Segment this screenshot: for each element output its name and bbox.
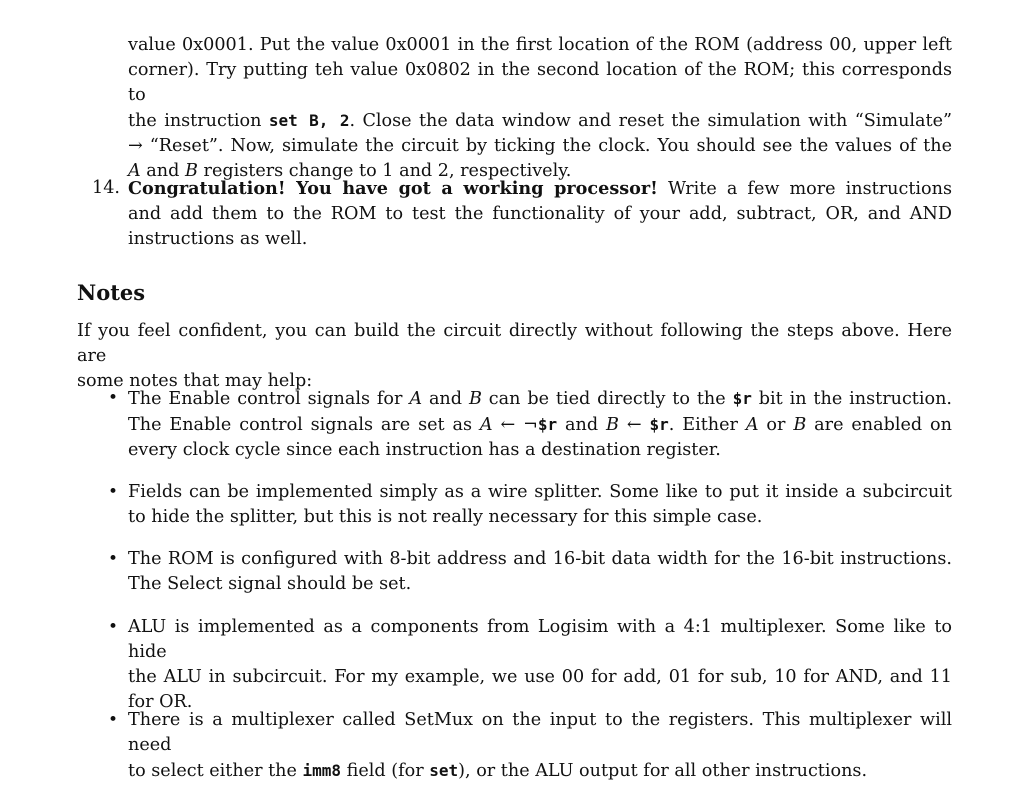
text-line: to select either the imm8 field (for set), or the ALU output for all other instructions.	[128, 761, 868, 781]
bullet-icon: •	[108, 549, 119, 569]
math-var: A	[409, 389, 423, 409]
text-line: If you feel confident, you can build the circuit directly without following the steps above. Here are	[77, 321, 952, 366]
bullet-item	[128, 547, 952, 597]
text-line: A and B registers change to 1 and 2, respectively.	[128, 161, 572, 181]
item-14-text	[128, 176, 952, 252]
text-line: The Enable control signals for A and B can be tied directly to the $r bit in the instruction.	[128, 389, 953, 409]
bullet-icon: •	[108, 482, 119, 502]
text-line: some notes that may help:	[77, 371, 313, 391]
math-var: A	[745, 415, 759, 435]
text-line: instructions as well.	[128, 229, 308, 249]
inline-code: $r	[537, 415, 558, 434]
text-line: Fields can be implemented simply as a wire splitter. Some like to put it inside a subcircuit	[128, 482, 952, 502]
inline-code: $r	[649, 415, 669, 434]
bullet-item	[128, 480, 952, 530]
bullet-item	[128, 386, 952, 463]
bullet-icon: •	[108, 710, 119, 730]
bullet-icon: •	[108, 617, 119, 637]
text-line: every clock cycle since each instruction has a destination register.	[128, 440, 721, 460]
text-line: → “Reset”. Now, simulate the circuit by ticking the clock. You should see the values of the	[128, 136, 952, 156]
math-var: B	[185, 161, 198, 181]
math-var: A	[128, 161, 141, 181]
section-heading: Notes	[77, 280, 146, 305]
text-line: There is a multiplexer called SetMux on the input to the registers. This multiplexer will need	[128, 710, 952, 755]
text-line: for OR.	[128, 692, 193, 712]
bold-text: Congratulation! You have got a working processor!	[128, 178, 658, 199]
bullet-item	[128, 708, 952, 784]
item-13-text	[128, 33, 952, 184]
notes-intro	[77, 319, 952, 394]
inline-code: set	[429, 761, 459, 780]
text-line: to hide the splitter, but this is not really necessary for this simple case.	[128, 507, 763, 527]
text-line: the instruction set B, 2. Close the data window and reset the simulation with “Simulate”	[128, 111, 953, 131]
text-line: Congratulation! You have got a working processor! Write a few more instructions	[128, 178, 952, 199]
bullet-icon: •	[108, 388, 119, 408]
math-var: B	[793, 415, 807, 435]
text-line: and add them to the ROM to test the functionality of your add, subtract, OR, and AND	[128, 204, 952, 224]
bullet-item	[128, 615, 952, 715]
math-var: B	[606, 415, 619, 435]
text-line: the ALU in subcircuit. For my example, we use 00 for add, 01 for sub, 10 for AND, and 11	[128, 667, 952, 687]
text-line: The Enable control signals are set as A ← ¬$r and B ← $r. Either A or B are enabled on	[128, 415, 952, 435]
inline-code: imm8	[302, 761, 342, 780]
text-line: ALU is implemented as a components from Logisim with a 4:1 multiplexer. Some like to hide	[128, 617, 952, 662]
text-line: The Select signal should be set.	[128, 574, 412, 594]
math-var: A	[479, 415, 493, 435]
text-line: corner). Try putting teh value 0x0802 in the second location of the ROM; this corresponds to	[128, 60, 952, 105]
inline-code: set B, 2	[268, 111, 350, 130]
math-var: B	[468, 389, 482, 409]
text-line: The ROM is configured with 8-bit address and 16-bit data width for the 16-bit instructions.	[128, 549, 952, 569]
inline-code: $r	[732, 389, 752, 408]
list-number: 14.	[92, 178, 120, 198]
text-line: value 0x0001. Put the value 0x0001 in the first location of the ROM (address 00, upper left	[128, 35, 952, 55]
